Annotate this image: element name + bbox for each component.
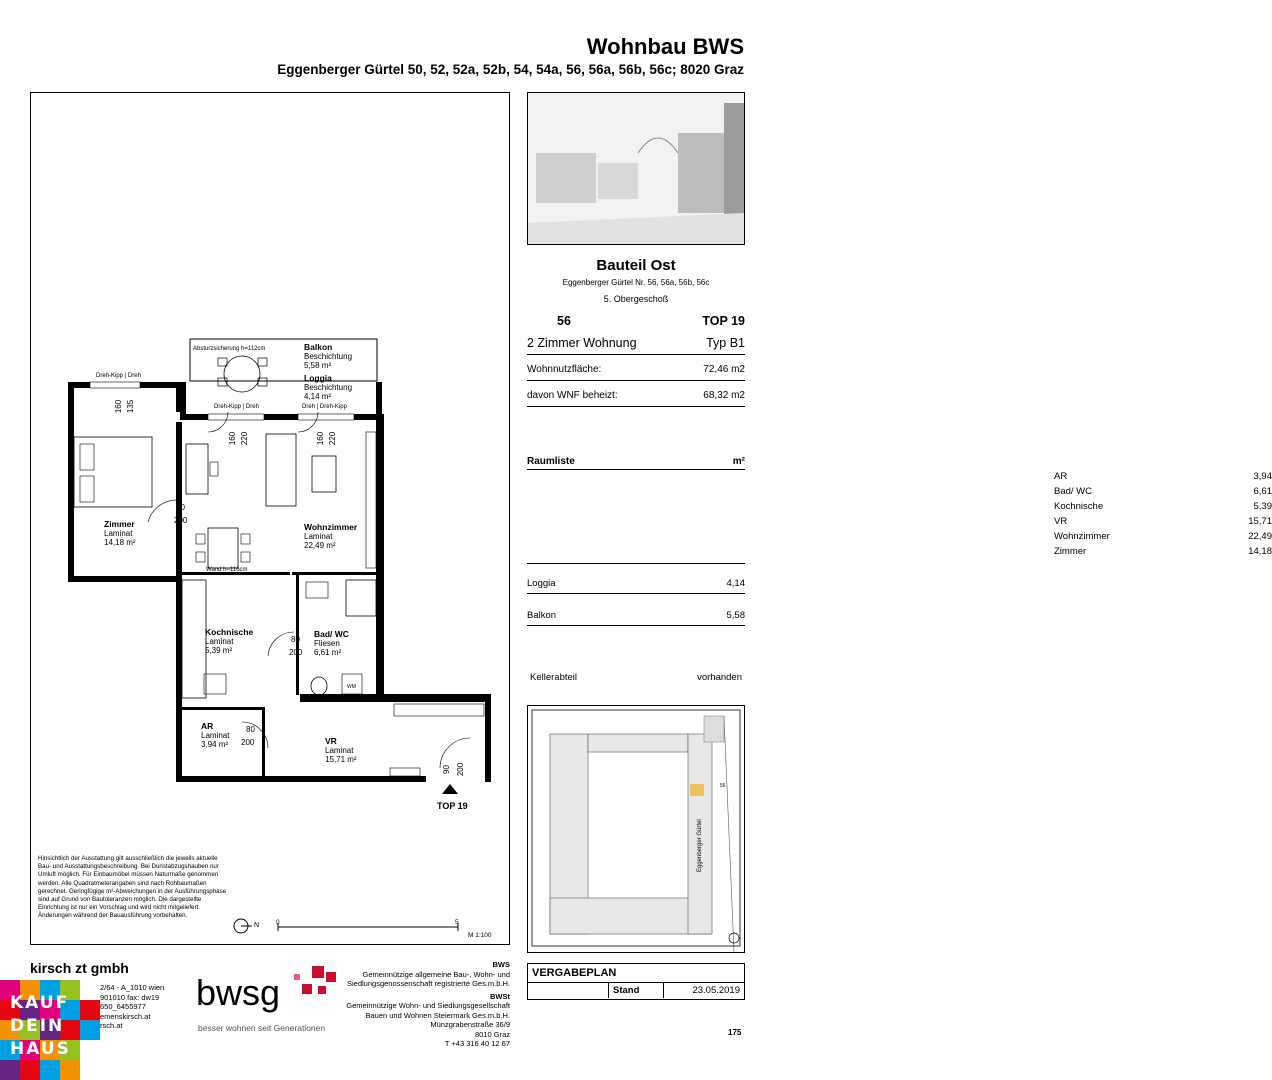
floor-plan [30,92,510,945]
dim-d3b: 200 [241,738,255,747]
list-item: Zimmer 14,18 [1054,546,1272,557]
window-note-3: Dreh | Dreh-Kipp [302,404,347,410]
unit-type: 2 Zimmer Wohnung [527,336,637,350]
bauteil-title: Bauteil Ost [596,257,676,274]
bwsg-logo: bwsg [196,972,281,1013]
window-note-2: Dreh-Kipp | Dreh [214,404,259,410]
kaufdeinhaus-logo: KAUF DEIN HAUS [0,980,100,1080]
room-list-header [527,456,745,467]
dim-d2a: 80 [291,635,300,644]
bwsg-logo-mark [290,962,340,1012]
dim-w2a: 160 [228,431,238,446]
label-bad: Bad/ WC Fliesen 6,61 m² [314,629,349,657]
sofa [266,434,296,506]
site-unit-label: 56 [720,783,726,789]
house-number: 56 [557,314,571,328]
dim-d3a: 80 [246,725,255,734]
room-list-unit: m² [732,456,745,467]
site-street-label: Eggenberger Gürtel [697,819,703,872]
label-zimmer: Zimmer Laminat 14,18 m² [104,519,136,547]
stand-label: Stand [609,983,664,998]
dim-w1a: 160 [114,399,124,414]
label-kochnische: Kochnische Laminat 5,39 m² [205,627,254,655]
window-note-1: Dreh-Kipp | Dreh [96,373,141,379]
dim-w3a: 160 [316,431,326,446]
dim-w1b: 135 [126,399,136,414]
wnf-row [527,364,745,375]
unit-number-row [527,314,745,328]
bwsg-tagline: besser wohnen seit Generationen [198,1023,326,1033]
label-vr: VR Laminat 15,71 m² [325,736,357,764]
list-item: AR 3,94 [1054,471,1272,482]
list-item: VR 15,71 [1054,516,1272,527]
wnf-value: 72,46 m2 [703,364,745,375]
project-title: Wohnbau BWS [586,34,744,59]
bauteil-address: Eggenberger Gürtel Nr. 56, 56a, 56b, 56c [562,278,710,287]
page-number: 175 [728,1028,742,1037]
dining-table [208,528,238,568]
shower [346,580,376,616]
dim-d1b: 200 [174,516,188,525]
dim-d2b: 200 [289,648,303,657]
building-rendering [527,92,745,245]
list-item: Wohnzimmer 22,49 [1054,531,1272,542]
dim-w3b: 220 [328,431,338,446]
wnf-label: Wohnnutzfläche: [527,364,602,375]
north-label: N [254,922,260,929]
wm-label: WM [347,684,356,690]
balcony-table [224,356,260,392]
vergabeplan-title: VERGABEPLAN [528,964,744,983]
room-list [527,471,1272,561]
top-number: TOP 19 [702,314,745,328]
room-list-title: Raumliste [527,456,575,467]
label-wohnzimmer: Wohnzimmer Laminat 22,49 m² [304,522,358,550]
balkon-row: Balkon 5,58 [527,610,745,621]
bed [74,437,152,507]
site-plan [527,705,745,953]
wnf-heated-value: 68,32 m2 [703,390,745,401]
scale-ratio: M 1:100 [468,932,492,939]
unit-type-code: Typ B1 [706,336,745,350]
project-address: Eggenberger Gürtel 50, 52, 52a, 52b, 54, 54a, 56, 56a, 56b, 56c; 8020 Graz [277,62,744,77]
label-balkon: Balkon Beschichtung 5,58 m² [304,342,353,370]
stand-value: 23.05.2019 [692,985,740,996]
disclaimer-note: Hinsichtlich der Ausstattung gilt ausschließlich die jeweils aktuelle Bau- und Ausstattungsbeschreibung. Bei Dunstabzugshauben nur Umluft möglich. Für Einbaumöbel müssen Naturmaße genommen werden. Alle Quadratmeterangaben sind nach Rohbaumaßen gerechnet. Geringfügige m²-Abweichungen in der Ausführungsphase sind auf Grund von Bautoleranzen möglich. Die dargestellte Einrichtung ist nur ein Vorschlag und wird nicht mitgeliefert. Änderungen während der Bauausführung vorbehalten. [38,855,227,920]
architect-contact: 2/64 - A_1010 wien 901010 fax: dw19 650_6455977 emenskirsch.at rsch.at [100,983,165,1030]
walls [68,382,491,782]
architect-name: kirsch zt gmbh [30,960,129,976]
label-loggia: Loggia Beschichtung 4,14 m² [304,373,353,401]
vergabeplan-box [527,963,745,1000]
wnf-heated-row [527,390,745,401]
absturz-note: Absturzsicherung h=112cm [193,346,266,352]
keller-row: Kellerabteil vorhanden [530,672,742,683]
list-item: Bad/ WC 6,61 [1054,486,1272,497]
dim-d4a: 90 [441,765,451,774]
dim-d4b: 200 [456,762,466,777]
toilet [311,677,327,695]
floor-label: 5. Obergeschoß [603,294,669,304]
list-item: Kochnische 5,39 [1054,501,1272,512]
scale-end: 5 [455,919,459,926]
wnf-heated-label: davon WNF beheizt: [527,390,618,401]
dim-w2b: 220 [240,431,250,446]
scale-start: 0 [276,919,280,926]
loggia-row: Loggia 4,14 [527,578,745,589]
label-ar: AR Laminat 3,94 m² [201,721,230,749]
kitchen-counter [182,580,206,698]
bws-info: BWS Gemeinnützige allgemeine Bau-, Wohn- und Siedlungsgenossenschaft registrierte Ges.m.b.H. BWSt Gemeinnützige Wohn- und Siedlungsgesellschaft Bauen und Wohnen Steiermark Ges.m.b.H. Münzgrabenstraße 36/9 8010 Graz T +43 316 40 12 67 [346,960,510,1048]
wall-note: Wand h=116cm [206,567,248,573]
unit-type-row [527,336,745,350]
dim-d1a: 80 [176,503,185,512]
top-label: TOP 19 [437,801,468,811]
